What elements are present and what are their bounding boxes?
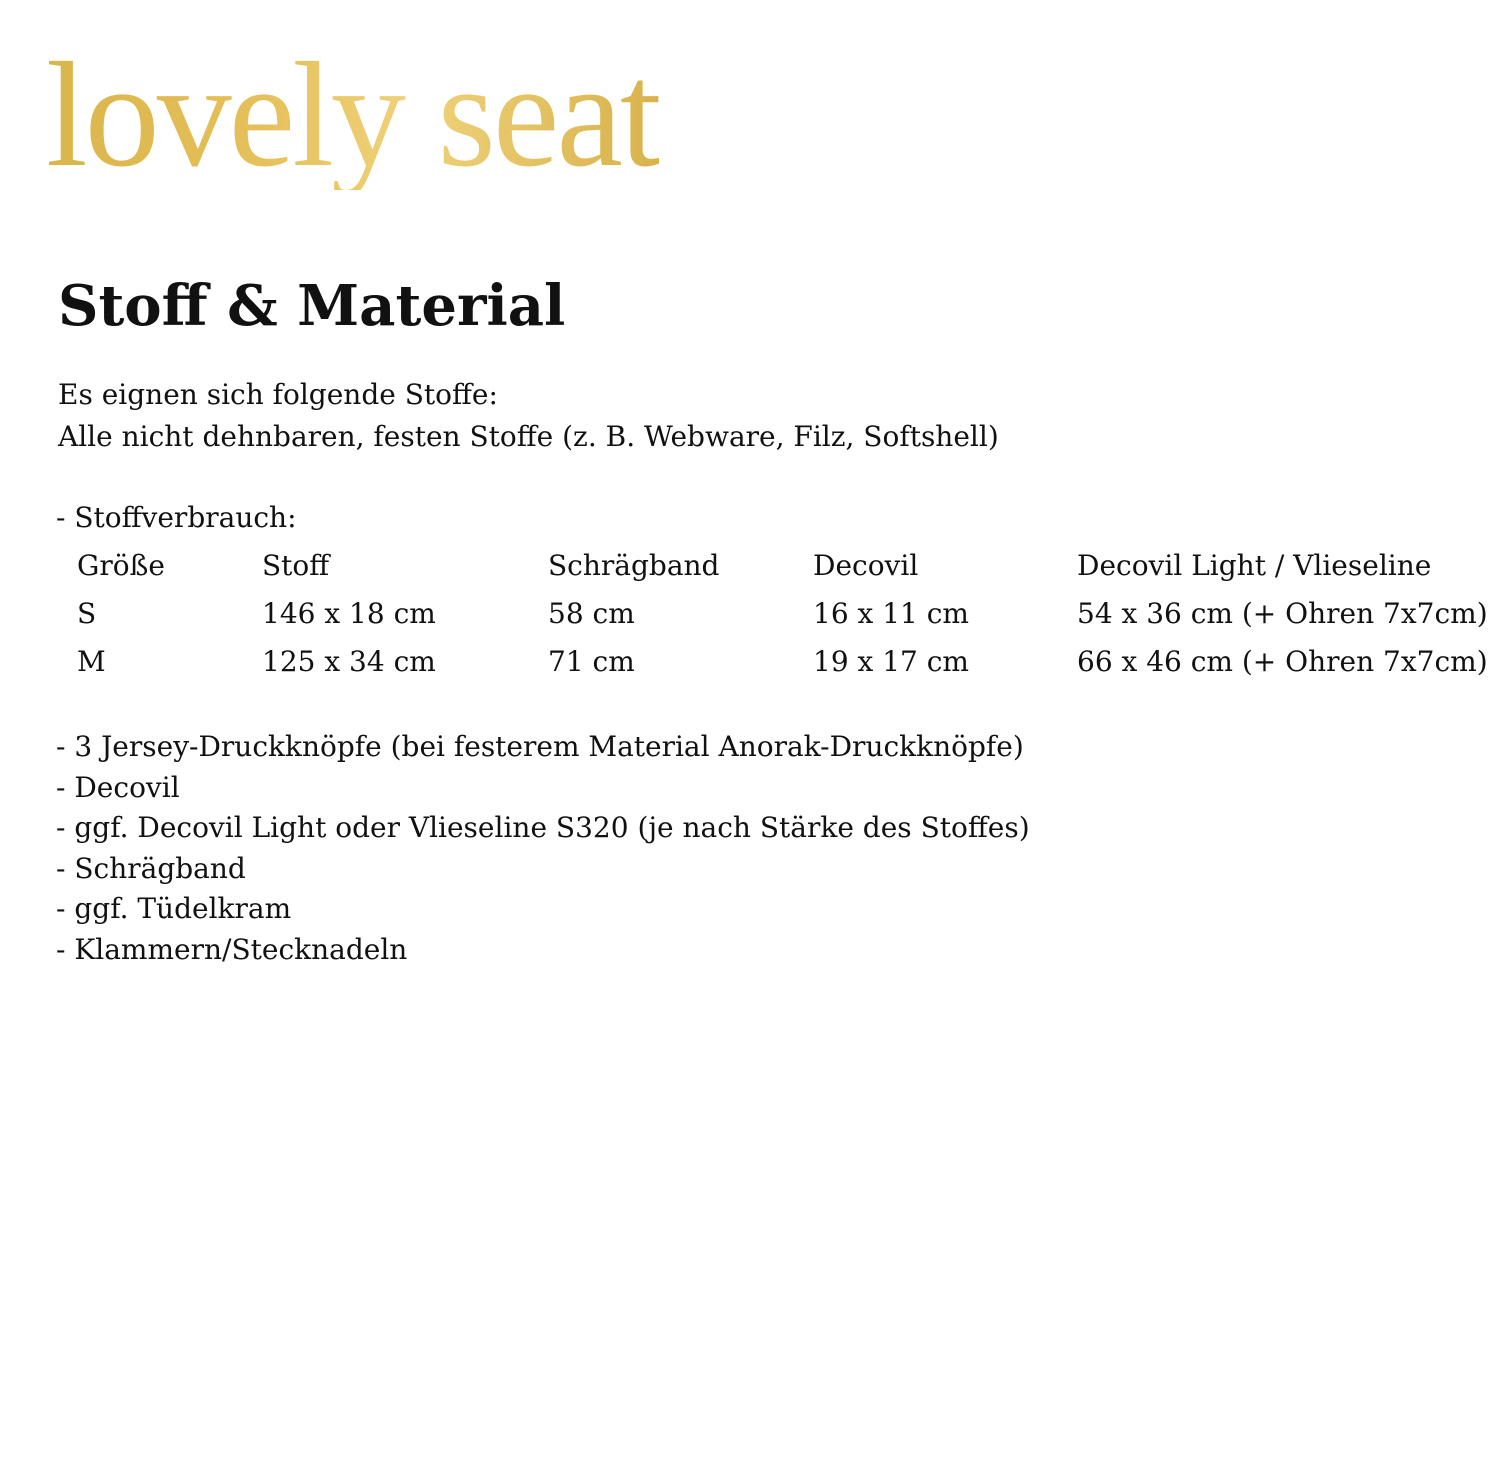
table-cell: 58 cm [548, 597, 635, 630]
table-cell: 16 x 11 cm [813, 597, 969, 630]
materials-list [56, 727, 1030, 971]
table-row [0, 592, 1500, 640]
list-item: - ggf. Tüdelkram [56, 892, 292, 926]
table-cell: 19 x 17 cm [813, 645, 969, 678]
list-item: - ggf. Decovil Light oder Vlieseline S320 (je nach Stärke des Stoffes) [56, 811, 1030, 845]
list-item: - 3 Jersey-Druckknöpfe (bei festerem Material Anorak-Druckknöpfe) [56, 730, 1024, 763]
table-header-row [0, 544, 1500, 592]
list-item: - Decovil [56, 770, 180, 804]
fabric-usage-label: - Stoffverbrauch: [56, 501, 297, 534]
list-item: - Klammern/Stecknadeln [56, 932, 408, 966]
table-cell: 125 x 34 cm [262, 645, 436, 678]
header-fabric: Stoff [262, 549, 330, 582]
intro-line: Es eignen sich folgende Stoffe: [58, 378, 498, 411]
section-title: Stoff & Material [58, 273, 566, 339]
intro-text [58, 374, 999, 458]
table-cell: 146 x 18 cm [262, 597, 436, 630]
header-decovil: Decovil [813, 549, 919, 582]
list-item: - Schrägband [56, 851, 246, 885]
intro-line: Alle nicht dehnbaren, festen Stoffe (z. B. Webware, Filz, Softshell) [58, 420, 999, 453]
table-cell: S [77, 597, 97, 630]
table-cell: M [77, 645, 106, 678]
header-bias-tape: Schrägband [548, 549, 720, 582]
brand-logo: lovely seat [46, 32, 659, 198]
fabric-usage-table [0, 544, 1500, 688]
header-size: Größe [77, 549, 165, 582]
table-cell: 66 x 46 cm (+ Ohren 7x7cm) [1077, 645, 1488, 678]
table-cell: 71 cm [548, 645, 635, 678]
header-decovil-light: Decovil Light / Vlieseline [1077, 549, 1432, 582]
table-row [0, 640, 1500, 688]
table-cell: 54 x 36 cm (+ Ohren 7x7cm) [1077, 597, 1488, 630]
